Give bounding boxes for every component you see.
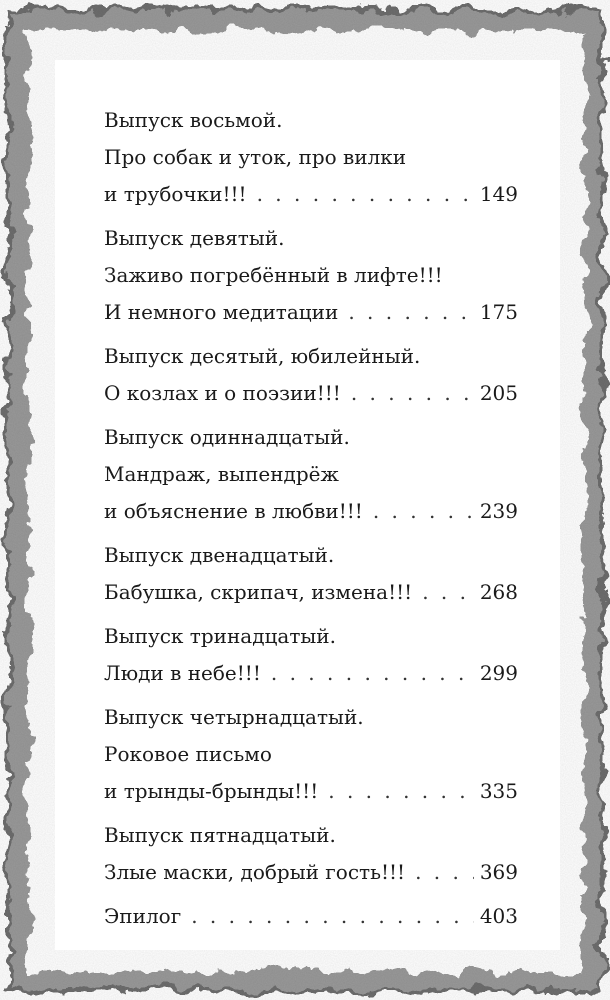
toc-page-number: 369: [479, 860, 518, 884]
toc-page-number: 403: [479, 904, 518, 928]
toc-entry-title-line: Выпуск пятнадцатый.: [104, 823, 336, 847]
entry-spacer: [104, 331, 518, 338]
toc-entry-title-line: Выпуск девятый.: [104, 226, 285, 250]
toc-entry-last-line: Бабушка, скрипач, измена!!!: [104, 580, 413, 604]
toc-page-number: 175: [479, 300, 518, 324]
toc-entry-title-line: Роковое письмо: [104, 742, 272, 766]
toc-entry-leader-line: [104, 176, 518, 213]
toc-entry: [104, 699, 518, 810]
toc-entry-leader-line: [104, 375, 518, 412]
toc-entry: [104, 817, 518, 891]
toc-entry-last-line: и объяснение в любви!!!: [104, 499, 363, 523]
toc-entry-last-line: Люди в небе!!!: [104, 661, 261, 685]
toc-page-number: 335: [479, 779, 518, 803]
toc-entry-title-line: Выпуск тринадцатый.: [104, 624, 336, 648]
toc-entry-last-line: О козлах и о поэзии!!!: [104, 381, 341, 405]
toc-entry-title-line: Выпуск одиннадцатый.: [104, 425, 350, 449]
dot-leader: [271, 655, 474, 692]
toc-entry: [104, 419, 518, 530]
toc-entry-title-line: Выпуск двенадцатый.: [104, 543, 335, 567]
toc-entry: [104, 618, 518, 692]
toc-entry-last-line: Эпилог: [104, 904, 182, 928]
toc-entry-title-line: Про собак и уток, про вилки: [104, 145, 407, 169]
toc-entry: [104, 102, 518, 213]
toc-entry-title-line: Выпуск восьмой.: [104, 108, 283, 132]
entry-spacer: [104, 810, 518, 817]
toc-entry: [104, 898, 518, 935]
dot-leader: [348, 294, 473, 331]
entry-spacer: [104, 891, 518, 898]
dot-leader: [257, 176, 474, 213]
toc-page-number: 239: [479, 499, 518, 523]
toc-page-number: 299: [479, 661, 518, 685]
entry-spacer: [104, 530, 518, 537]
toc-entry: [104, 338, 518, 412]
dot-leader: [191, 898, 474, 935]
entry-spacer: [104, 412, 518, 419]
dot-leader: [422, 574, 474, 611]
toc-page-number: 149: [479, 182, 518, 206]
toc-entry-last-line: И немного медитации: [104, 300, 339, 324]
toc-entry: [104, 537, 518, 611]
dot-leader: [415, 854, 474, 891]
toc-entry-title-line: Мандраж, выпендрёж: [104, 462, 339, 486]
dot-leader: [373, 493, 474, 530]
toc-entry-last-line: и трубочки!!!: [104, 182, 247, 206]
toc-entry-last-line: Злые маски, добрый гость!!!: [104, 860, 406, 884]
entry-spacer: [104, 213, 518, 220]
entry-spacer: [104, 611, 518, 618]
toc-entry-leader-line: [104, 493, 518, 530]
dot-leader: [351, 375, 474, 412]
toc-entry-title-line: Заживо погребённый в лифте!!!: [104, 263, 443, 287]
toc-entry-leader-line: [104, 574, 518, 611]
toc-page-number: 205: [479, 381, 518, 405]
toc-entry-title-line: Выпуск четырнадцатый.: [104, 705, 364, 729]
toc-entry-leader-line: [104, 655, 518, 692]
toc-entry-title-line: Выпуск десятый, юбилейный.: [104, 344, 421, 368]
entry-spacer: [104, 692, 518, 699]
toc-entry-leader-line: [104, 294, 518, 331]
toc-entry-leader-line: [104, 773, 518, 810]
toc-entry-leader-line: [104, 898, 518, 935]
toc-entry-leader-line: [104, 854, 518, 891]
dot-leader: [328, 773, 474, 810]
toc-page-number: 268: [479, 580, 518, 604]
toc-entry-last-line: и трынды-брынды!!!: [104, 779, 319, 803]
table-of-contents: [104, 102, 518, 935]
toc-entry: [104, 220, 518, 331]
